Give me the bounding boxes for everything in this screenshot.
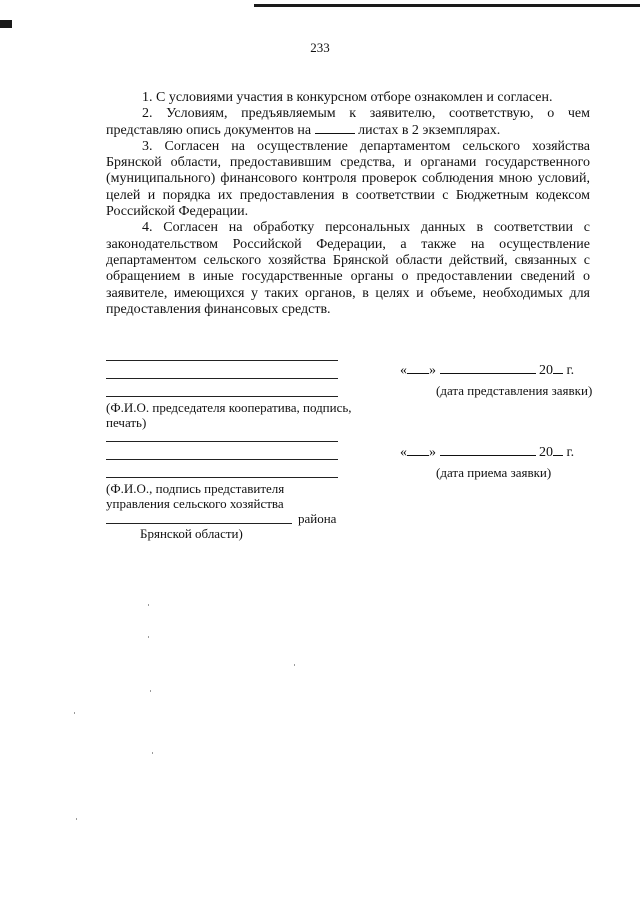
date1-day-blank[interactable] [407,372,429,374]
pages-count-blank[interactable] [315,132,355,134]
date2-year-blank[interactable] [553,454,563,456]
page-number: 233 [310,40,330,55]
signature1-caption: (Ф.И.О. председателя кооператива, подпись, печать) [106,400,352,430]
date2-close-quote: » [429,445,436,460]
signature2-caption-4: Брянской области) [140,526,243,541]
clause-2-before: 2. Условиям, предъявляемым к заявителю, соответствую, о чем представляю опись документов на [106,106,590,138]
date1-close-quote: » [429,363,436,378]
signature2-line-2[interactable] [106,459,338,460]
district-name-blank[interactable] [106,523,292,524]
scan-speck [148,604,149,606]
date2-month-blank[interactable] [440,454,536,456]
scan-speck [150,690,151,692]
signature1-line-1[interactable] [106,360,338,361]
scan-speck [152,752,153,754]
date1-open-quote: « [400,363,407,378]
date2-day-blank[interactable] [407,454,429,456]
scan-speck [76,818,77,820]
date2-field [400,445,574,461]
date2-year-prefix: 20 [539,445,553,460]
scan-speck [148,636,149,638]
date1-year-suffix: г. [566,363,575,378]
date1-year-prefix: 20 [539,363,553,378]
agreement-text [106,90,590,318]
scan-speck [294,664,295,666]
signature2-caption-1: (Ф.И.О., подпись представителя [106,481,285,496]
signature2-caption-2: управления сельского хозяйства [106,496,284,511]
clause-3: 3. Согласен на осуществление департаментом сельского хозяйства Брянской области, предоставившим средства, и органами государственного (муниципального) финансового контроля проверок соблюдения мною условий, целей и порядка их предоставления в соответствии с Бюджетным кодексом Российской Федерации. [106,138,590,220]
clause-2-after: листах в 2 экземплярах. [354,122,501,138]
scan-speck [74,712,75,714]
date2-year-suffix: г. [566,445,575,460]
signature2-line-1[interactable] [106,441,338,442]
date2-open-quote: « [400,445,407,460]
clause-4: 4. Согласен на обработку персональных данных в соответствии с законодательством Российской Федерации, а также на осуществление департаментом сельского хозяйства Брянской области действий, связанных с обращением в иные государственные органы о предоставлении сведений о заявителе, имеющихся у таких органов, в целях и объеме, необходимых для предоставления финансовых средств. [106,220,590,317]
clause-2 [106,106,590,139]
signature2-line-3[interactable] [106,477,338,478]
signature1-line-2[interactable] [106,378,338,379]
date2-caption: (дата приема заявки) [436,465,552,480]
date1-field [400,363,574,379]
date1-month-blank[interactable] [440,372,536,374]
date1-caption: (дата представления заявки) [436,383,593,398]
signature1-line-3[interactable] [106,396,338,397]
date1-year-blank[interactable] [553,372,563,374]
clause-1: 1. С условиями участия в конкурсном отборе ознакомлен и согласен. [142,90,553,105]
top-scan-rule [254,4,640,7]
signature2-district-word: района [298,511,337,526]
left-scan-mark [0,20,12,28]
